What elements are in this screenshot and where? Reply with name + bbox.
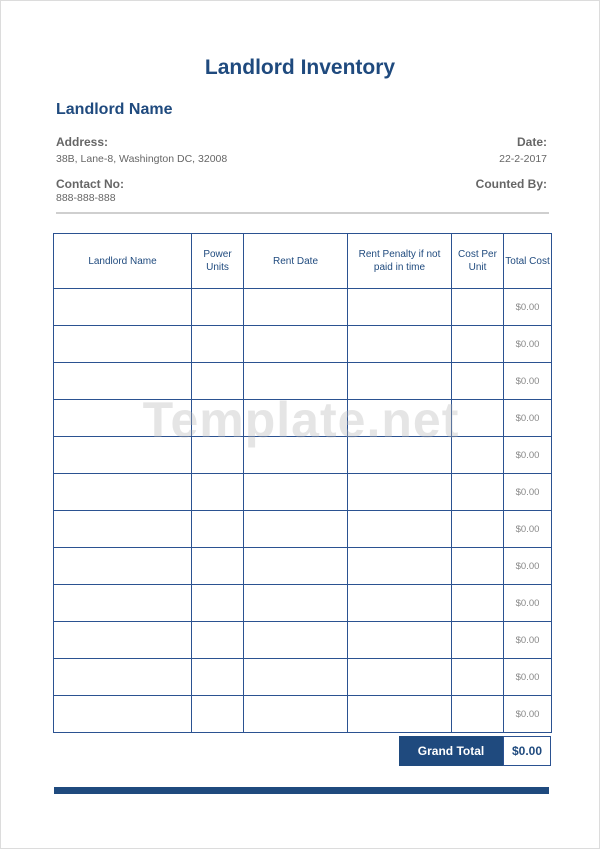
cell-rent-penalty[interactable] [348, 474, 452, 511]
cell-total-cost: $0.00 [504, 696, 552, 733]
cell-power-units[interactable] [192, 622, 244, 659]
header-total-cost: Total Cost [504, 234, 552, 289]
cell-power-units[interactable] [192, 548, 244, 585]
address-label: Address: [56, 135, 109, 149]
cell-rent-penalty[interactable] [348, 511, 452, 548]
cell-rent-penalty[interactable] [348, 437, 452, 474]
document-title: Landlord Inventory [204, 56, 396, 79]
cell-rent-date[interactable] [244, 400, 348, 437]
table-row [54, 289, 552, 326]
cell-rent-date[interactable] [244, 548, 348, 585]
cell-cost-per-unit[interactable] [452, 548, 504, 585]
grand-total-value[interactable]: $0.00 [503, 736, 551, 766]
cell-power-units[interactable] [192, 696, 244, 733]
cell-total-cost: $0.00 [504, 474, 552, 511]
cell-rent-date[interactable] [244, 363, 348, 400]
cell-rent-penalty[interactable] [348, 585, 452, 622]
cell-power-units[interactable] [192, 289, 244, 326]
inventory-table [53, 233, 552, 733]
cell-total-cost: $0.00 [504, 363, 552, 400]
cell-landlord-name[interactable] [54, 622, 192, 659]
table-row [54, 437, 552, 474]
table-row [54, 585, 552, 622]
cell-landlord-name[interactable] [54, 289, 192, 326]
cell-cost-per-unit[interactable] [452, 696, 504, 733]
cell-total-cost: $0.00 [504, 585, 552, 622]
header-power-units: Power Units [192, 234, 244, 289]
counted-by-label: Counted By: [475, 177, 547, 191]
cell-rent-penalty[interactable] [348, 548, 452, 585]
date-label: Date: [516, 135, 547, 149]
cell-total-cost: $0.00 [504, 622, 552, 659]
cell-power-units[interactable] [192, 363, 244, 400]
cell-landlord-name[interactable] [54, 400, 192, 437]
cell-cost-per-unit[interactable] [452, 659, 504, 696]
cell-rent-date[interactable] [244, 585, 348, 622]
table-row [54, 622, 552, 659]
table-header-row [54, 234, 552, 289]
cell-total-cost: $0.00 [504, 659, 552, 696]
cell-rent-date[interactable] [244, 326, 348, 363]
cell-power-units[interactable] [192, 511, 244, 548]
header-cost-per-unit: Cost Per Unit [452, 234, 504, 289]
cell-landlord-name[interactable] [54, 511, 192, 548]
cell-rent-penalty[interactable] [348, 289, 452, 326]
table-row [54, 511, 552, 548]
date-value: 22-2-2017 [499, 153, 547, 165]
cell-power-units[interactable] [192, 400, 244, 437]
cell-rent-penalty[interactable] [348, 696, 452, 733]
cell-landlord-name[interactable] [54, 363, 192, 400]
cell-rent-date[interactable] [244, 474, 348, 511]
watermark: Template.net [142, 392, 460, 448]
header-rent-penalty: Rent Penalty if not paid in time [348, 234, 452, 289]
cell-power-units[interactable] [192, 659, 244, 696]
header-rent-date: Rent Date [244, 234, 348, 289]
cell-cost-per-unit[interactable] [452, 622, 504, 659]
landlord-name-heading: Landlord Name [56, 101, 173, 118]
cell-total-cost: $0.00 [504, 326, 552, 363]
cell-power-units[interactable] [192, 326, 244, 363]
cell-landlord-name[interactable] [54, 474, 192, 511]
table-row [54, 363, 552, 400]
cell-cost-per-unit[interactable] [452, 511, 504, 548]
grand-total-label: Grand Total [399, 736, 503, 766]
cell-cost-per-unit[interactable] [452, 326, 504, 363]
cell-landlord-name[interactable] [54, 659, 192, 696]
cell-power-units[interactable] [192, 474, 244, 511]
cell-landlord-name[interactable] [54, 437, 192, 474]
header-landlord-name: Landlord Name [54, 234, 192, 289]
cell-rent-penalty[interactable] [348, 659, 452, 696]
header-divider [56, 212, 549, 214]
cell-cost-per-unit[interactable] [452, 400, 504, 437]
contact-label: Contact No: [56, 177, 124, 191]
table-row [54, 474, 552, 511]
cell-total-cost: $0.00 [504, 437, 552, 474]
cell-rent-date[interactable] [244, 511, 348, 548]
footer-bar [54, 787, 549, 794]
cell-rent-date[interactable] [244, 437, 348, 474]
cell-total-cost: $0.00 [504, 289, 552, 326]
cell-total-cost: $0.00 [504, 511, 552, 548]
cell-cost-per-unit[interactable] [452, 363, 504, 400]
cell-rent-date[interactable] [244, 696, 348, 733]
cell-cost-per-unit[interactable] [452, 474, 504, 511]
address-value: 38B, Lane-8, Washington DC, 32008 [56, 153, 228, 165]
cell-rent-date[interactable] [244, 622, 348, 659]
cell-rent-date[interactable] [244, 289, 348, 326]
table-row [54, 400, 552, 437]
cell-total-cost: $0.00 [504, 548, 552, 585]
table-row [54, 548, 552, 585]
table-row [54, 326, 552, 363]
cell-landlord-name[interactable] [54, 548, 192, 585]
cell-rent-penalty[interactable] [348, 400, 452, 437]
cell-landlord-name[interactable] [54, 585, 192, 622]
cell-rent-penalty[interactable] [348, 363, 452, 400]
cell-landlord-name[interactable] [54, 326, 192, 363]
table-row [54, 659, 552, 696]
cell-power-units[interactable] [192, 585, 244, 622]
cell-total-cost: $0.00 [504, 400, 552, 437]
cell-rent-date[interactable] [244, 659, 348, 696]
cell-rent-penalty[interactable] [348, 622, 452, 659]
table-row [54, 696, 552, 733]
cell-cost-per-unit[interactable] [452, 585, 504, 622]
cell-landlord-name[interactable] [54, 696, 192, 733]
contact-value: 888-888-888 [56, 192, 116, 204]
cell-power-units[interactable] [192, 437, 244, 474]
cell-cost-per-unit[interactable] [452, 437, 504, 474]
table-body [54, 289, 552, 733]
cell-cost-per-unit[interactable] [452, 289, 504, 326]
cell-rent-penalty[interactable] [348, 326, 452, 363]
